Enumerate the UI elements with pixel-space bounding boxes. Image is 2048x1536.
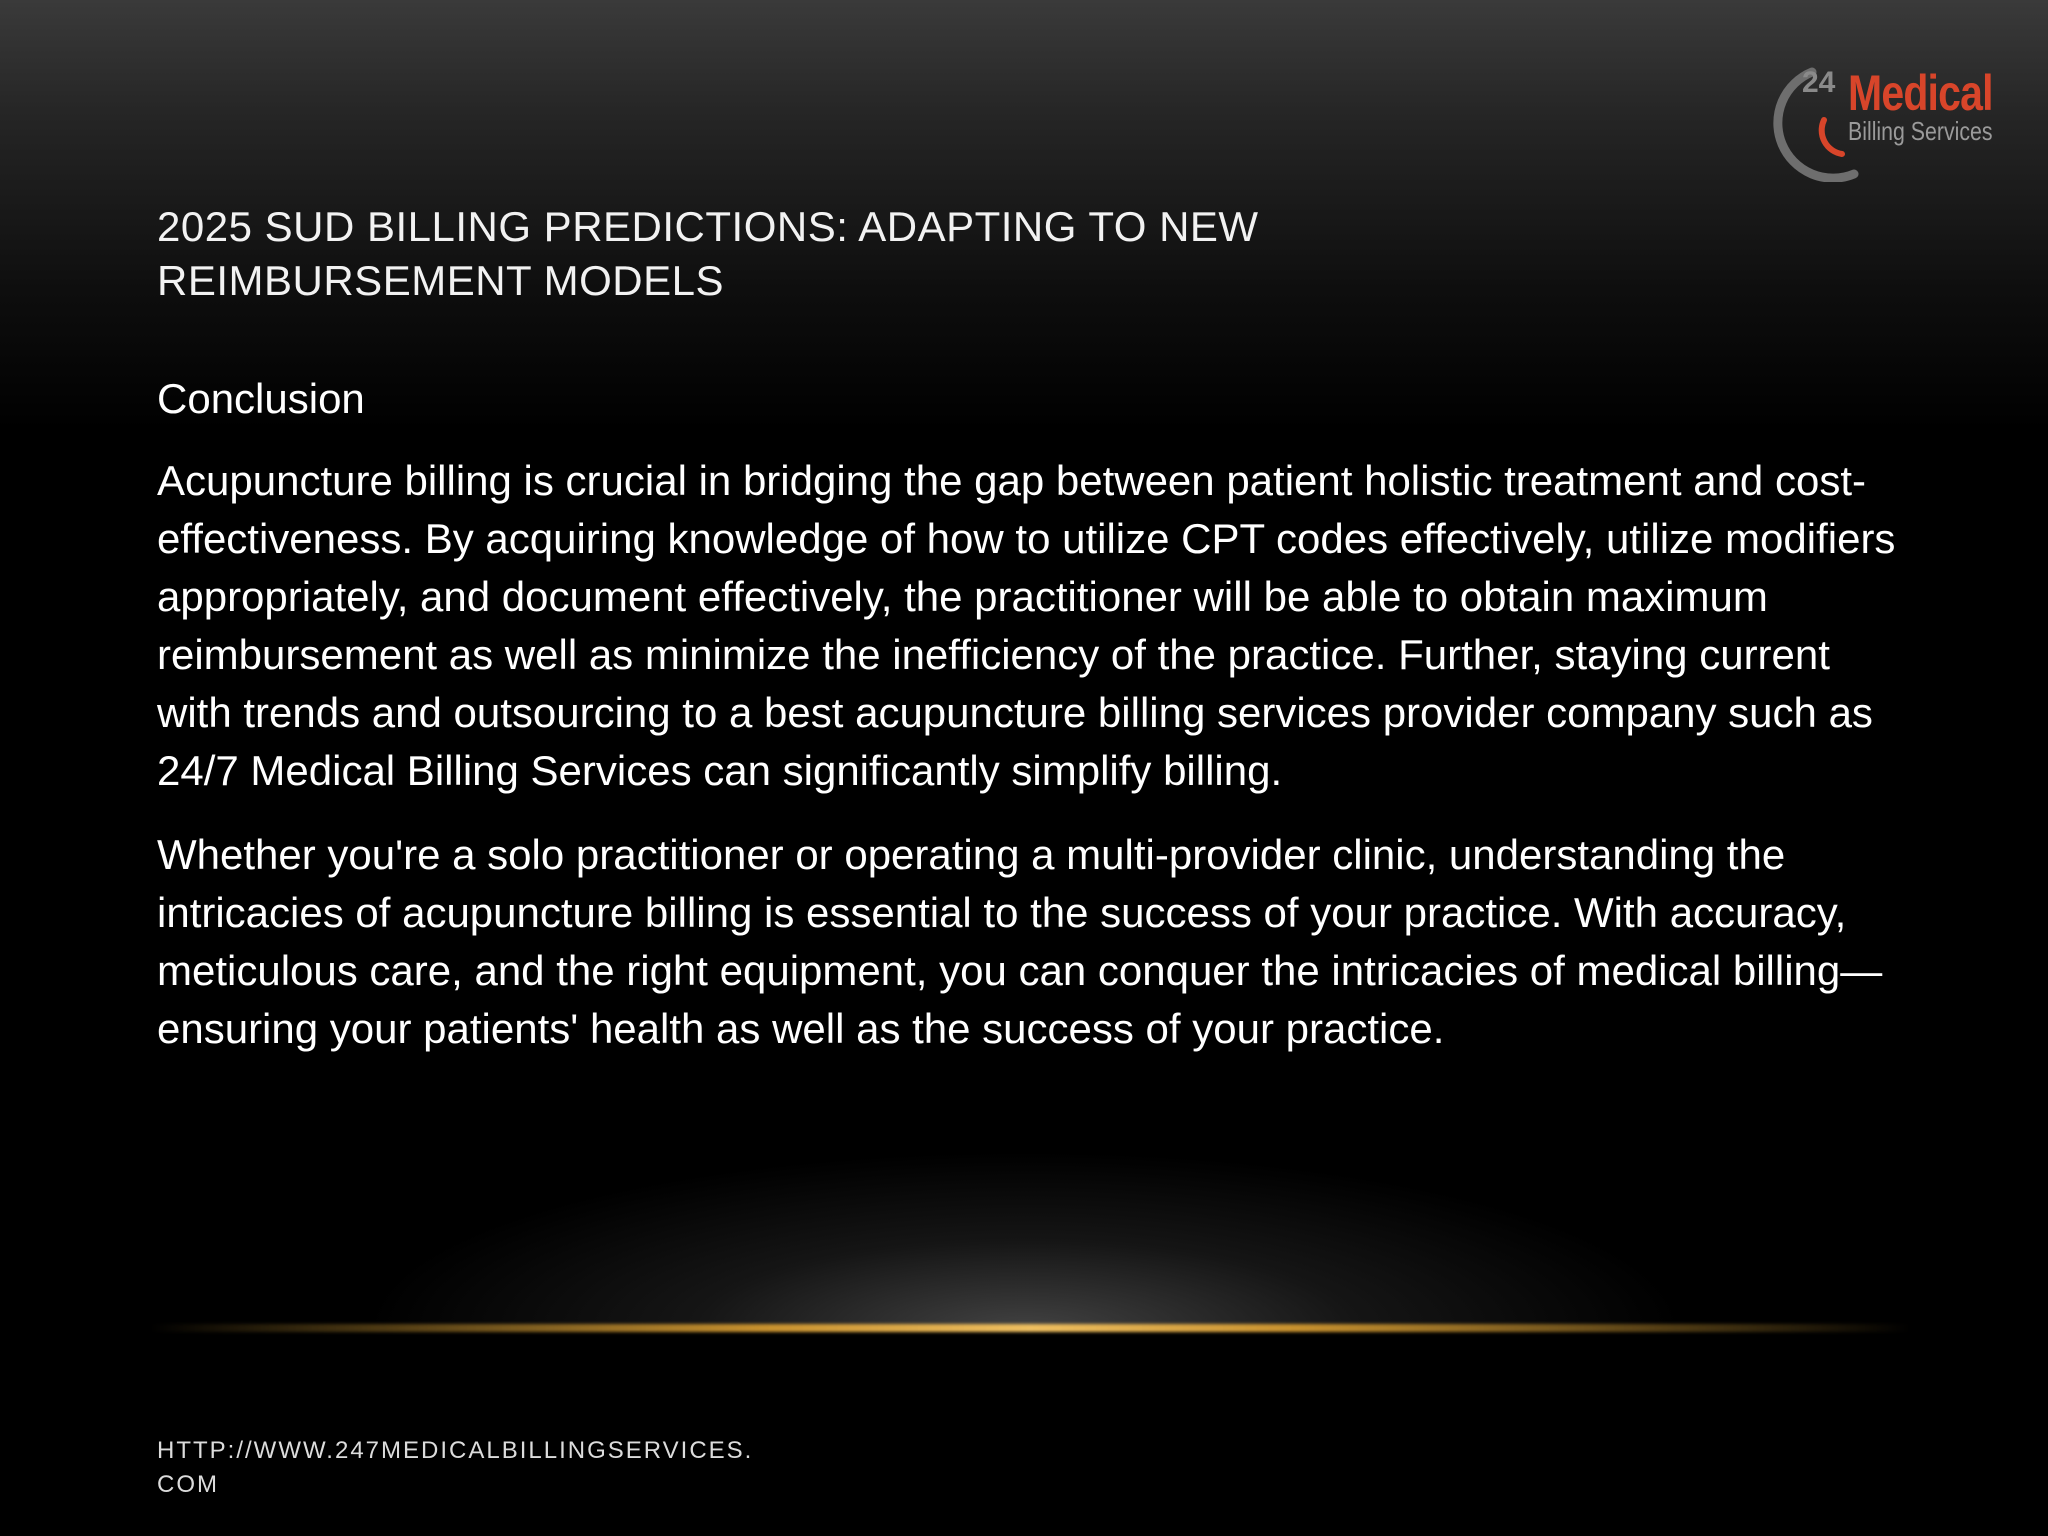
section-heading: Conclusion	[157, 375, 365, 422]
decorative-glow	[360, 1150, 1690, 1330]
slide-body	[157, 370, 1897, 1084]
decorative-gold-line	[150, 1324, 1910, 1332]
footer-website-url: HTTP://WWW.247MEDICALBILLINGSERVICES.COM	[157, 1437, 754, 1498]
company-logo	[1772, 62, 2002, 182]
logo-number: 24	[1802, 66, 1836, 99]
slide-title: 2025 SUD BILLING PREDICTIONS: ADAPTING TO NEW REIMBURSEMENT MODELS	[157, 203, 1259, 304]
body-paragraph-2: Whether you're a solo practitioner or operating a multi-provider clinic, understanding the intricacies of acupuncture billing is essential to the success of your practice. With accuracy, meticulous care, and the right equipment, you can conquer the intricacies of medical billing—ensuring your patients' health as well as the success of your practice.	[157, 831, 1883, 1052]
body-paragraph-1: Acupuncture billing is crucial in bridging the gap between patient holistic treatment and cost-effectiveness. By acquiring knowledge of how to utilize CPT codes effectively, utilize modifiers appropriately, and document effectively, the practitioner will be able to obtain maximum reimbursement as well as minimize the inefficiency of the practice. Further, staying current with trends and outsourcing to a best acupuncture billing services provider company such as 24/7 Medical Billing Services can significantly simplify billing.	[157, 457, 1896, 794]
logo-brand-text: Medical	[1848, 65, 1993, 121]
logo-tagline: Billing Services	[1848, 116, 1993, 146]
